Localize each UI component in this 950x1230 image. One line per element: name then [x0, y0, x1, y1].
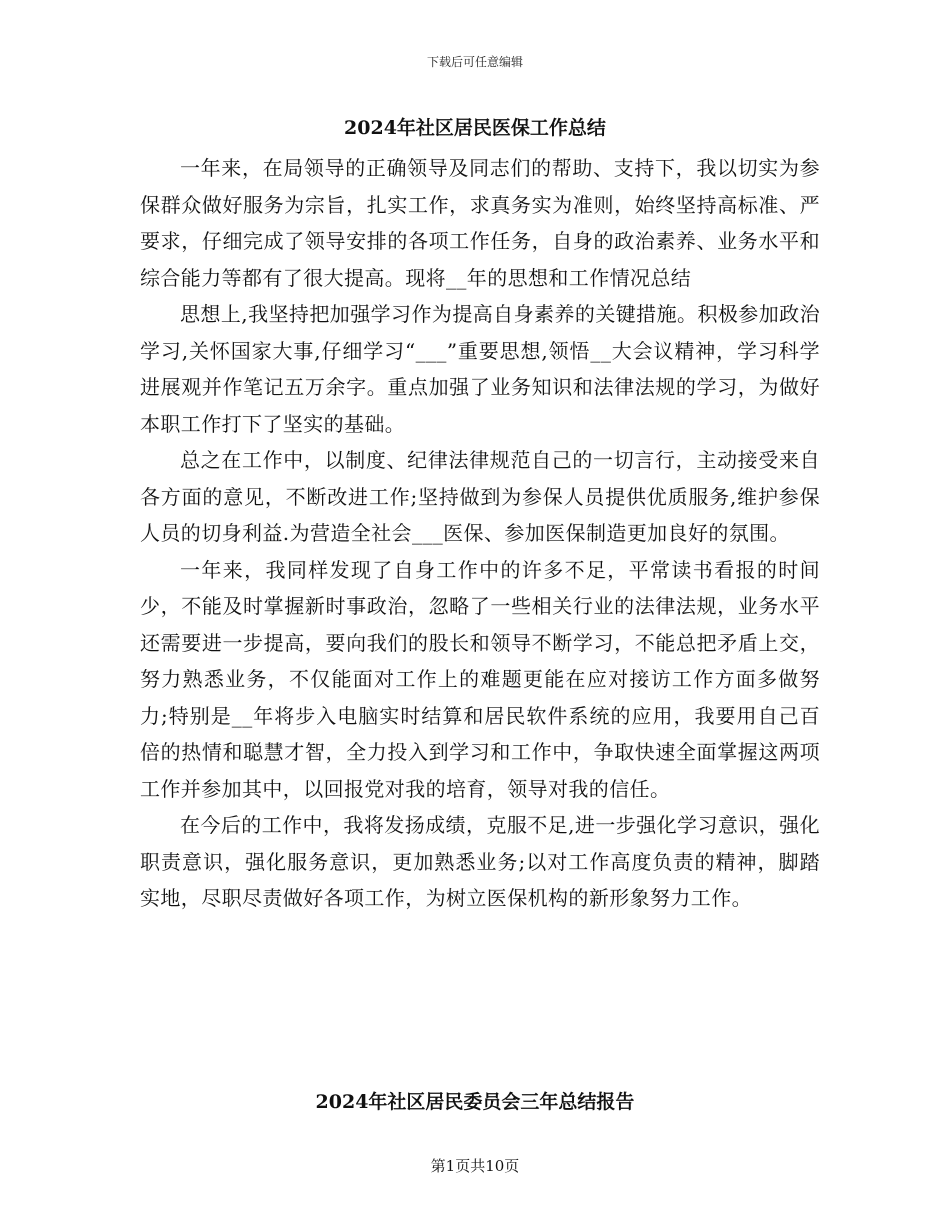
- paragraph-3: 总之在工作中，以制度、纪律法律规范自己的一切言行，主动接受来自各方面的意见，不断改进工作;坚持做到为参保人员提供优质服务,维护参保人员的切身利益.为营造全社会___医保、参加医保制造更加良好的氛围。: [140, 448, 820, 545]
- document-body: [140, 150, 820, 917]
- paragraph-5: 在今后的工作中，我将发扬成绩，克服不足,进一步强化学习意识，强化职责意识，强化服务意识，更加熟悉业务;以对工作高度负责的精神，脚踏实地，尽职尽责做好各项工作，为树立医保机构的新形象努力工作。: [140, 813, 820, 910]
- paragraph-4: 一年来，我同样发现了自身工作中的许多不足，平常读书看报的时间少，不能及时掌握新时事政治，忽略了一些相关行业的法律法规，业务水平还需要进一步提高，要向我们的股长和领导不断学习，不能总把矛盾上交，努力熟悉业务，不仅能面对工作上的难题更能在应对接访工作方面多做努力;特别是__年将步入电脑实时结算和居民软件系统的应用，我要用自己百倍的热情和聪慧才智，全力投入到学习和工作中，争取快速全面掌握这两项工作并参加其中，以回报党对我的培育，领导对我的信任。: [140, 557, 820, 801]
- page-number: 第1页共10页: [430, 1157, 520, 1175]
- document-title: 2024年社区居民医保工作总结: [344, 117, 606, 139]
- paragraph-2: 思想上,我坚持把加强学习作为提高自身素养的关键措施。积极参加政治学习,关怀国家大事,仔细学习“___”重要思想,领悟__大会议精神，学习科学进展观并作笔记五万余字。重点加强了业务知识和法律法规的学习，为做好本职工作打下了坚实的基础。: [140, 302, 820, 436]
- next-section-title: 2024年社区居民委员会三年总结报告: [315, 1091, 635, 1113]
- paragraph-1: 一年来，在局领导的正确领导及同志们的帮助、支持下，我以切实为参保群众做好服务为宗旨，扎实工作，求真务实为准则，始终坚持高标准、严要求，仔细完成了领导安排的各项工作任务，自身的政治素养、业务水平和综合能力等都有了很大提高。现将__年的思想和工作情况总结: [140, 156, 820, 290]
- header-note: 下载后可任意编辑: [426, 55, 523, 69]
